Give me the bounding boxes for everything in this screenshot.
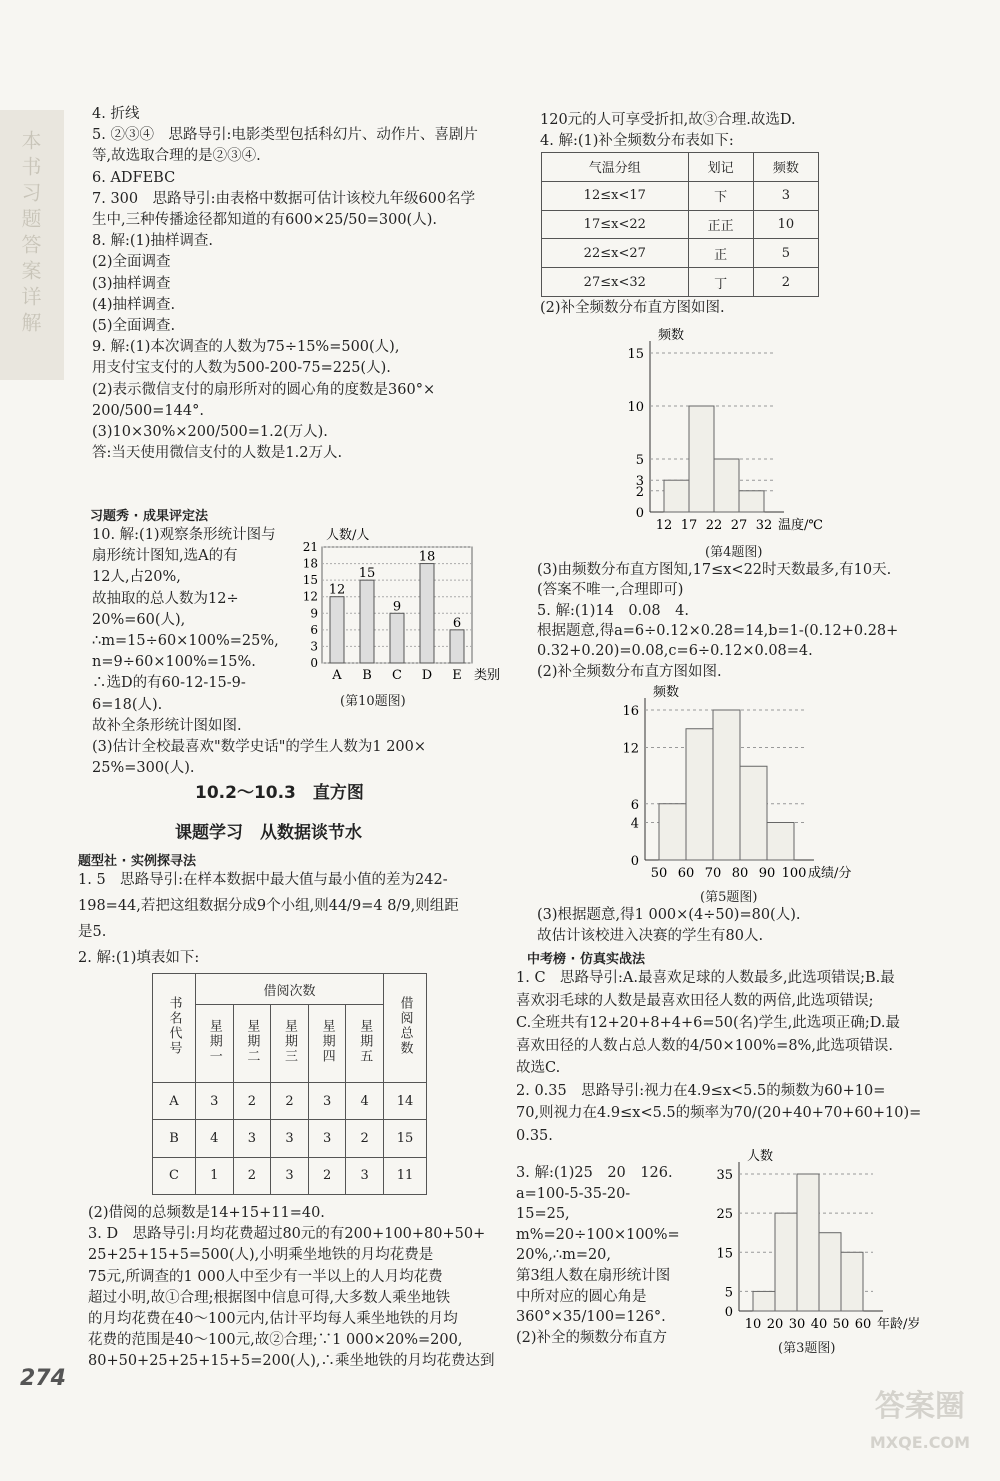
subsection-xiti: 习题秀 · 成果评定法 — [90, 509, 208, 524]
text-line: (4)抽样调查. — [92, 296, 176, 313]
text-line: 10. 解:(1)观察条形统计图与 — [92, 527, 276, 543]
col-group: 借阅次数 — [196, 974, 384, 1005]
histogram-bar — [714, 459, 739, 512]
text-line: 第3组人数在扇形统计图 — [516, 1268, 671, 1284]
lesson-title: 课题学习 从数据谈节水 — [175, 823, 362, 843]
sidebar-title: 本书习题答案详解 — [18, 130, 42, 338]
table-row: C 1 2 3 2 3 11 — [153, 1157, 427, 1194]
y-tick-label: 0 — [635, 506, 644, 521]
text-line: (3)10×30%×200/500=1.2(万人). — [92, 424, 328, 440]
text-line: 中所对应的圆心角是 — [516, 1288, 647, 1305]
histogram-bar — [819, 1233, 841, 1311]
text-line: 198=44,若把这组数据分成9个小组,则44/9=4 8/9,则组距 — [78, 898, 459, 914]
table-row: 12≤x<17 下 3 — [542, 181, 819, 210]
x-tick-label: 50 — [650, 866, 668, 881]
text-line: 25+25+15+5=500(人),小明乘坐地铁的月均花费是 — [88, 1247, 434, 1264]
x-tick-label: 40 — [810, 1317, 828, 1332]
x-tick-label: 50 — [832, 1317, 850, 1332]
text-line: 9. 解:(1)本次调查的人数为75÷15%=500(人), — [92, 339, 400, 356]
y-tick-label: 5 — [635, 453, 644, 468]
watermark-logo: 答案圈 MXQE.COM — [869, 1389, 970, 1452]
x-tick-label: 90 — [758, 866, 776, 881]
histogram-q3 — [712, 1140, 952, 1335]
histogram-bar — [713, 710, 740, 860]
y-tick-label: 12 — [302, 589, 318, 604]
bar — [360, 580, 374, 663]
text-line: 超过小明,故①合理;根据图中信息可得,大多数人乘坐地铁 — [88, 1289, 451, 1306]
text-line: 0.35. — [516, 1127, 553, 1144]
histogram-bar — [739, 491, 764, 512]
text-line: (2)补全频数分布直方图如图. — [540, 300, 725, 316]
text-line: 喜欢羽毛球的人数是最喜欢田径人数的两倍,此选项错误; — [516, 992, 874, 1009]
y-tick-label: 6 — [310, 622, 318, 637]
bar-value-label: 9 — [392, 599, 402, 615]
histogram-bar — [664, 480, 689, 512]
text-line: 故选C. — [516, 1060, 561, 1076]
x-tick-label: 60 — [677, 866, 695, 881]
histogram-bar — [775, 1213, 797, 1311]
text-line: 1. 5 思路导引:在样本数据中最大值与最小值的差为242- — [78, 872, 448, 888]
x-tick-label: 27 — [730, 518, 748, 533]
y-tick-label: 25 — [716, 1207, 733, 1223]
text-line: 花费的范围是40～100元,故②合理;∵1 000×20%=200, — [88, 1332, 463, 1349]
page-number: 274 — [20, 1366, 66, 1391]
y-axis-label: 人数 — [747, 1149, 774, 1164]
y-tick-label: 9 — [310, 606, 318, 621]
histogram-bar — [841, 1252, 863, 1311]
day-header: 星期三 — [281, 1019, 297, 1064]
text-line: 200/500=144°. — [92, 402, 204, 419]
x-tick-label: 80 — [731, 866, 749, 881]
x-tick-label: 12 — [655, 518, 673, 533]
text-line: 2. 0.35 思路导引:视力在4.9≤x<5.5的频数为60+10= — [516, 1082, 886, 1099]
y-tick-label: 6 — [630, 797, 639, 813]
histogram-bar — [767, 823, 794, 861]
x-axis-label: 类别 — [474, 668, 500, 683]
y-tick-label: 15 — [627, 347, 644, 362]
x-tick-label: 60 — [854, 1317, 872, 1332]
x-axis-label: 年龄/岁 — [877, 1317, 921, 1332]
histogram-bar — [689, 406, 714, 512]
text-line: 5. 解:(1)14 0.08 4. — [537, 602, 689, 619]
y-tick-label: 35 — [716, 1168, 733, 1183]
text-line: ∴m=15÷60×100%=25%, — [92, 633, 279, 649]
x-axis-label: 成绩/分 — [808, 866, 852, 881]
day-header: 星期四 — [319, 1019, 335, 1064]
y-axis-label: 频数 — [653, 685, 680, 700]
table-row: B 4 3 3 3 2 15 — [153, 1120, 427, 1157]
text-line: 8. 解:(1)抽样调查. — [92, 233, 213, 250]
y-tick-label: 5 — [724, 1285, 733, 1301]
col-total: 借阅总数 — [397, 996, 413, 1056]
text-line: (答案不唯一,合理即可) — [537, 582, 684, 599]
bar — [420, 564, 434, 663]
text-line: 25%=300(人). — [92, 760, 195, 777]
subsection-tixing: 题型社 · 实例探寻法 — [78, 854, 196, 869]
x-tick-label: A — [332, 668, 342, 683]
text-line: (3)抽样调查 — [92, 275, 171, 292]
text-line: 7. 300 思路导引:由表格中数据可估计该校九年级600名学 — [92, 190, 476, 207]
x-tick-label: B — [362, 668, 372, 683]
text-line: 故补全条形统计图如图. — [92, 717, 242, 734]
x-tick-label: 17 — [680, 518, 698, 533]
col-book: 书名代号 — [166, 996, 182, 1056]
histogram-bar — [740, 766, 767, 860]
x-tick-label: 20 — [766, 1317, 784, 1332]
bar — [450, 630, 464, 663]
text-line: (2)补全频数分布直方图如图. — [537, 663, 722, 680]
text-line: 喜欢田径的人数占总人数的4/50×100%=8%,此选项错误. — [516, 1037, 894, 1054]
text-line: a=100-5-35-20- — [516, 1185, 631, 1202]
text-line: 1. C 思路导引:A.最喜欢足球的人数最多,此选项错误;B.最 — [516, 970, 895, 986]
text-line: 20%=60(人), — [92, 611, 186, 628]
day-header: 星期一 — [206, 1019, 222, 1064]
text-line: (2)表示微信支付的扇形所对的圆心角的度数是360°× — [92, 381, 436, 398]
y-tick-label: 18 — [302, 556, 318, 571]
x-tick-label: 32 — [755, 518, 773, 533]
text-line: (3)由频数分布直方图知,17≤x<22时天数最多,有10天. — [537, 562, 892, 578]
day-header: 星期五 — [357, 1019, 373, 1064]
text-line: (2)借阅的总频数是14+15+11=40. — [88, 1205, 325, 1221]
text-line: 是5. — [78, 924, 107, 940]
table-row: A 3 2 2 3 4 14 — [153, 1083, 427, 1120]
x-tick-label: 70 — [704, 866, 722, 881]
histogram-bar — [753, 1291, 775, 1311]
y-tick-label: 2 — [635, 484, 644, 500]
text-line: n=9÷60×100%=15%. — [92, 654, 256, 671]
bar-value-label: 18 — [418, 549, 436, 565]
text-line: 2. 解:(1)填表如下: — [78, 950, 200, 966]
y-tick-label: 10 — [627, 400, 644, 415]
chart-5-caption: (第5题图) — [700, 890, 758, 905]
histogram-q4 — [605, 315, 865, 540]
text-line: (2)补全的频数分布直方 — [516, 1329, 668, 1346]
text-line: (2)全面调查 — [92, 254, 171, 271]
text-line: 80+50+25+25+15+5=200(人),∴乘坐地铁的月均花费达到 — [88, 1353, 495, 1370]
text-line: (3)根据题意,得1 000×(4÷50)=80(人). — [537, 907, 801, 923]
y-tick-label: 0 — [724, 1305, 733, 1320]
chart-10-caption: (第10题图) — [340, 694, 406, 709]
text-line: 3. 解:(1)25 20 126. — [516, 1165, 673, 1181]
y-tick-label: 0 — [630, 854, 639, 869]
text-line: 6=18(人). — [92, 696, 163, 713]
book-sidebar-tab — [0, 110, 64, 380]
text-line: 用支付宝支付的人数为500-200-75=225(人). — [92, 360, 391, 377]
table-header: 划记 — [688, 153, 753, 182]
section-title: 10.2～10.3 直方图 — [195, 783, 364, 803]
text-line: 的月均花费在40～100元内,估计平均每人乘坐地铁的月均 — [88, 1311, 458, 1327]
text-line: ∴选D的有60-12-15-9- — [92, 675, 246, 692]
y-tick-label: 4 — [630, 816, 639, 832]
bar-value-label: 15 — [358, 566, 376, 582]
y-tick-label: 15 — [302, 573, 318, 588]
text-line: 12人,占20%, — [92, 569, 181, 586]
text-line: 等,故选取合理的是②③④. — [92, 148, 261, 165]
text-line: 6. ADFEBC — [92, 169, 176, 186]
text-line: 75元,所调查的1 000人中至少有一半以上的人月均花费 — [88, 1268, 443, 1285]
y-axis-label: 人数/人 — [326, 528, 370, 543]
x-axis-label: 温度/℃ — [778, 518, 823, 533]
y-tick-label: 3 — [310, 639, 318, 654]
x-tick-label: 100 — [781, 866, 807, 881]
text-line: 0.32+0.20)=0.08,c=6÷0.12×0.08=4. — [537, 643, 813, 660]
text-line: 360°×35/100=126°. — [516, 1309, 666, 1326]
text-line: 5. ②③④ 思路导引:电影类型包括科幻片、动作片、喜剧片 — [92, 127, 478, 144]
text-line: 20%,∴m=20, — [516, 1247, 612, 1264]
borrow-table — [152, 973, 427, 1195]
bar — [390, 613, 404, 663]
histogram-bar — [686, 729, 713, 860]
text-line: 根据题意,得a=6÷0.12×0.28=14,b=1-(0.12+0.28+ — [537, 622, 899, 639]
text-line: m%=20÷100×100%= — [516, 1226, 680, 1243]
text-line: 生中,三种传播途径都知道的有600×25/50=300(人). — [92, 212, 437, 228]
subsection-zhongkao: 中考榜 · 仿真实战法 — [527, 952, 645, 967]
y-tick-label: 3 — [635, 474, 644, 490]
text-line: C.全班共有12+20+8+4+6=50(名)学生,此选项正确;D.最 — [516, 1015, 900, 1031]
text-line: 120元的人可享受折扣,故③合理.故选D. — [540, 112, 796, 128]
text-line: (3)估计全校最喜欢"数学史话"的学生人数为1 200× — [92, 739, 427, 755]
bar-chart-q10 — [300, 525, 500, 690]
text-line: 4. 解:(1)补全频数分布表如下: — [540, 133, 734, 149]
text-line: 70,则视力在4.9≤x<5.5的频率为70/(20+40+70+60+10)= — [516, 1105, 922, 1121]
x-tick-label: D — [421, 668, 433, 683]
chart-4-caption: (第4题图) — [705, 545, 763, 560]
text-line: 答:当天使用微信支付的人数是1.2万人. — [92, 445, 343, 462]
y-tick-label: 16 — [622, 704, 639, 719]
temperature-table — [541, 152, 819, 297]
text-line: 4. 折线 — [92, 106, 140, 122]
table-row: 27≤x<32 丁 2 — [542, 268, 819, 297]
chart-3-caption: (第3题图) — [778, 1341, 836, 1356]
x-tick-label: C — [392, 668, 402, 683]
text-line: (5)全面调查. — [92, 318, 176, 334]
x-tick-label: E — [452, 668, 462, 683]
bar — [330, 597, 344, 663]
table-row: 22≤x<27 正 5 — [542, 239, 819, 268]
day-header: 星期二 — [244, 1019, 260, 1064]
text-line: 故抽取的总人数为12÷ — [92, 590, 239, 607]
table-header: 气温分组 — [542, 153, 689, 182]
bar-value-label: 12 — [328, 582, 346, 598]
bar-value-label: 6 — [452, 615, 462, 631]
x-tick-label: 22 — [705, 518, 723, 533]
table-row: 17≤x<22 正正 10 — [542, 210, 819, 239]
y-tick-label: 12 — [622, 741, 639, 757]
histogram-bar — [659, 804, 686, 860]
text-line: 扇形统计图知,选A的有 — [92, 548, 238, 565]
x-tick-label: 30 — [788, 1317, 806, 1332]
histogram-bar — [797, 1174, 819, 1311]
histogram-q5 — [600, 680, 880, 885]
y-tick-label: 0 — [310, 656, 318, 670]
y-tick-label: 21 — [302, 540, 318, 554]
y-axis-label: 频数 — [658, 328, 685, 343]
y-tick-label: 15 — [716, 1246, 733, 1262]
table-header: 频数 — [753, 153, 818, 182]
text-line: 15=25, — [516, 1206, 570, 1223]
text-line: 故估计该校进入决赛的学生有80人. — [537, 927, 764, 944]
x-tick-label: 10 — [744, 1317, 762, 1332]
text-line: 3. D 思路导引:月均花费超过80元的有200+100+80+50+ — [88, 1226, 486, 1243]
